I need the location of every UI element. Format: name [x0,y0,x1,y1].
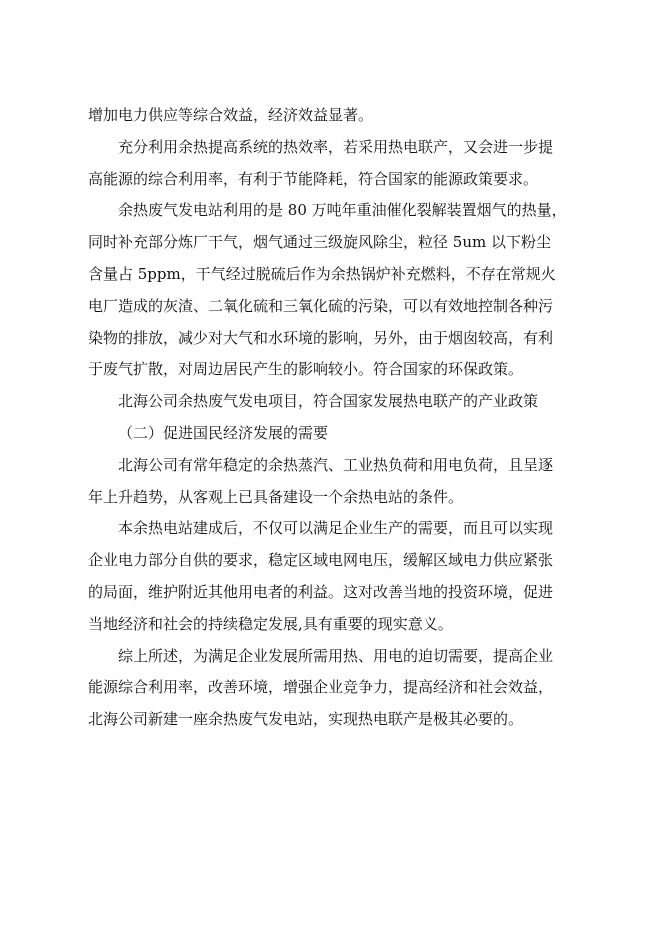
text-line: 电厂造成的灰渣、二氧化硫和三氧化硫的污染，可以有效地控制各种污 [88,296,554,315]
paragraph-first-line: 北海公司余热废气发电项目，符合国家发展热电联产的产业政策 [118,392,539,411]
text-line: 的局面，维护附近其他用电者的利益。这对改善当地的投资环境，促进 [88,582,554,601]
text-line: 增加电力供应等综合效益，经济效益显著。 [88,106,374,124]
paragraph-first-line: 充分利用余热提高系统的热效率，若采用热电联产，又会进一步提 [118,137,554,156]
text-line: 高能源的综合利用率，有利于节能降耗，符合国家的能源政策要求。 [88,169,539,188]
text-line: 同时补充部分炼厂干气，烟气通过三级旋风除尘，粒径 5um 以下粉尘 [88,233,551,252]
paragraph-first-line: 北海公司有常年稳定的余热蒸汽、工业热负荷和用电负荷，且呈逐 [118,455,554,474]
text-line: 染物的排放，减少对大气和水环境的影响，另外，由于烟囱较高，有利 [88,328,554,347]
paragraph-first-line: 余热废气发电站利用的是 80 万吨年重油催化裂解装置烟气的热量， [118,201,567,220]
body-text [88,100,578,736]
text-line: 于废气扩散，对周边居民产生的影响较小。符合国家的环保政策。 [88,360,524,379]
text-line: 年上升趋势，从客观上已具备建设一个余热电站的条件。 [88,487,464,506]
section-heading: （二）促进国民经济发展的需要 [118,423,329,442]
text-line: 企业电力部分自供的要求，稳定区域电网电压，缓解区域电力供应紧张 [88,551,554,570]
paragraph-first-line: 本余热电站建成后，不仅可以满足企业生产的需要，而且可以实现 [118,519,554,538]
text-line: 北海公司新建一座余热废气发电站，实现热电联产是极其必要的。 [88,710,524,729]
text-line: 能源综合利用率，改善环境，增强企业竞争力，提高经济和社会效益， [88,678,554,697]
text-line: 含量占 5ppm，干气经过脱硫后作为余热锅炉补充燃料，不存在常规火 [88,264,556,283]
text-line: 当地经济和社会的持续稳定发展,具有重要的现实意义。 [88,614,453,633]
paragraph-first-line: 综上所述，为满足企业发展所需用热、用电的迫切需要，提高企业 [118,646,554,665]
